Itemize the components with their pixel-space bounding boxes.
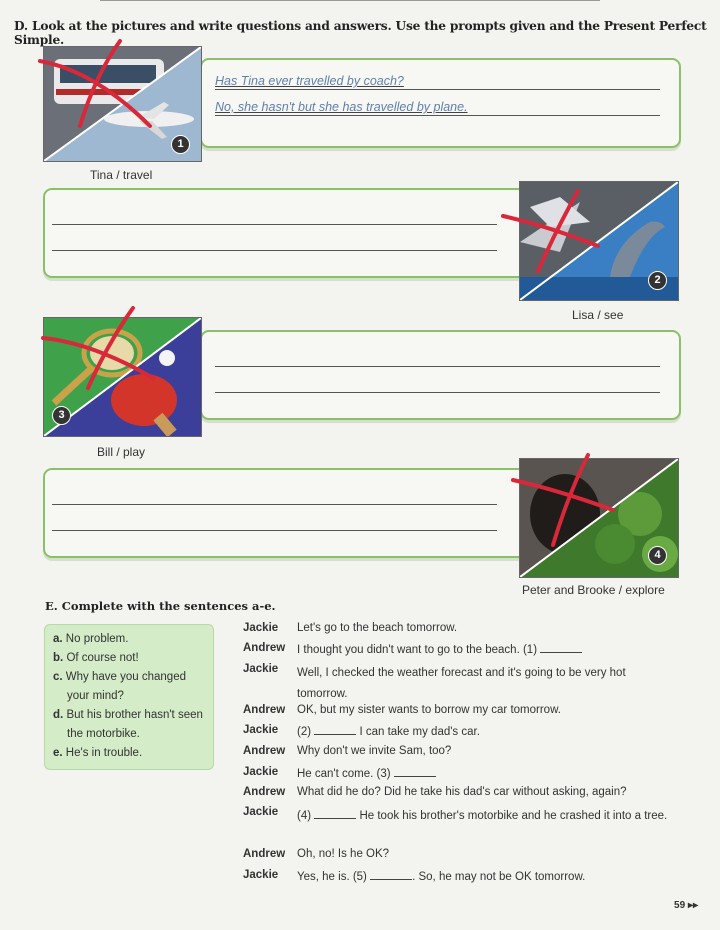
answer-box-2 (43, 188, 527, 278)
prompt-caption-3: Bill / play (97, 445, 146, 459)
answer-line[interactable] (215, 366, 660, 367)
answer-line-1-text: Has Tina ever travelled by coach? (215, 74, 404, 88)
option-c: c. Why have you changed your mind? (53, 671, 186, 702)
answer-line[interactable] (215, 115, 660, 116)
prompt-caption-2: Lisa / see (572, 308, 624, 322)
exercise-d-heading: D. Look at the pictures and write questions and answers. Use the prompts given and the Present Perfect Simple. (14, 19, 707, 47)
answer-line[interactable] (52, 250, 497, 251)
answer-line[interactable] (52, 224, 497, 225)
top-rule (100, 0, 600, 1)
page-number: 59 ▸▸ (674, 900, 698, 911)
answer-box-3 (200, 330, 681, 420)
blank-5[interactable] (370, 869, 412, 880)
answer-box-4 (43, 468, 527, 558)
option-d: d. But his brother hasn't seen the motorbike. (53, 709, 203, 740)
item-number-3: 3 (52, 406, 71, 425)
forward-arrows-icon: ▸▸ (687, 900, 698, 911)
answer-line[interactable] (215, 392, 660, 393)
option-e: e. He's in trouble. (53, 747, 143, 759)
option-a: a. No problem. (53, 633, 129, 645)
option-b: b. Of course not! (53, 652, 139, 664)
answer-line[interactable] (52, 530, 497, 531)
cross-mark (498, 186, 608, 276)
cross-mark (35, 36, 155, 131)
prompt-caption-1: Tina / travel (90, 168, 153, 182)
answer-line-2-text: No, she hasn't but she has travelled by plane. (215, 100, 468, 114)
answer-line[interactable] (215, 89, 660, 90)
prompt-caption-4: Peter and Brooke / explore (522, 583, 665, 597)
blank-3[interactable] (394, 766, 436, 777)
blank-4[interactable] (314, 808, 356, 819)
item-number-4: 4 (648, 546, 667, 565)
cross-mark (38, 303, 158, 393)
exercise-e-heading: E. Complete with the sentences a-e. (45, 599, 276, 613)
options-box (44, 624, 214, 770)
cross-mark (508, 450, 618, 550)
answer-line[interactable] (52, 504, 497, 505)
blank-2[interactable] (314, 724, 356, 735)
item-number-1: 1 (171, 135, 190, 154)
item-number-2: 2 (648, 271, 667, 290)
blank-1[interactable] (540, 642, 582, 653)
